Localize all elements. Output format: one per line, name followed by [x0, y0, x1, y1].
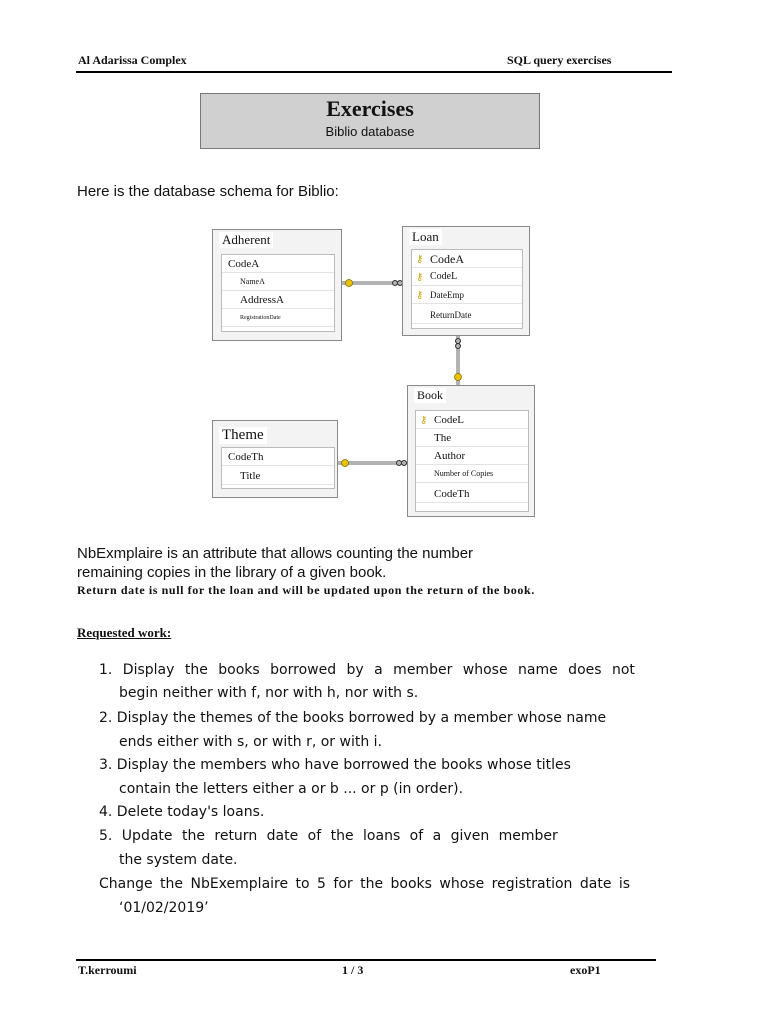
- exercise-4: 4. Delete today's loans.: [99, 804, 265, 820]
- exercise-6-line-2: ‘01/02/2019’: [119, 900, 209, 916]
- table-loan-name: Loan: [409, 229, 442, 245]
- note-line-1: NbExmplaire is an attribute that allows counting the number: [77, 545, 474, 562]
- exercise-6-line-1: Change the NbExemplaire to 5 for the books whose registration date is: [99, 876, 631, 892]
- field-adherent-registrationdate: RegistrationDate: [222, 309, 334, 327]
- field-theme-title: Title: [222, 467, 334, 485]
- page-title: Exercises: [326, 96, 414, 121]
- exercise-1-line-1: 1. Display the books borrowed by a member whose name does not: [99, 662, 635, 678]
- table-adherent: [212, 229, 342, 341]
- field-loan-codel: ⚷ CodeL: [412, 268, 522, 286]
- table-loan: [402, 226, 530, 336]
- header-left: Al Adarissa Complex: [78, 53, 187, 67]
- header-right: SQL query exercises: [507, 53, 612, 67]
- intro-text: Here is the database schema for Biblio:: [77, 183, 339, 200]
- exercise-2-line-2: ends either with s, or with r, or with i.: [119, 734, 382, 750]
- footer-author: T.kerroumi: [78, 963, 137, 977]
- primary-key-icon: ⚷: [416, 272, 424, 283]
- field-book-the: The: [416, 429, 528, 447]
- exercise-2-line-1: 2. Display the themes of the books borrowed by a member whose name: [99, 710, 607, 726]
- primary-key-icon: ⚷: [420, 415, 428, 426]
- field-book-codel: ⚷ CodeL: [416, 411, 528, 429]
- field-loan-dateemp: ⚷ DateEmp: [412, 286, 522, 304]
- primary-key-icon: ⚷: [416, 254, 424, 265]
- exercise-5-line-1: 5. Update the return date of the loans of a given member: [99, 828, 558, 844]
- exercise-3-line-2: contain the letters either a or b ... or p (in order).: [119, 781, 464, 797]
- primary-key-icon: ⚷: [416, 290, 424, 301]
- table-theme: [212, 420, 338, 498]
- field-book-number-of-copies: Number of Copies: [416, 465, 528, 483]
- field-adherent-addressa: AddressA: [222, 291, 334, 309]
- field-theme-codeth: CodeTh: [222, 448, 334, 466]
- footer-page-number: 1 / 3: [342, 963, 364, 977]
- field-book-codeth: CodeTh: [416, 485, 528, 503]
- note-line-3: Return date is null for the loan and will be updated upon the return of the book.: [77, 583, 535, 597]
- field-loan-codea: ⚷ CodeA: [412, 250, 522, 268]
- footer-rule: [76, 959, 656, 961]
- footer-code: exoP1: [570, 963, 601, 977]
- exercise-5-line-2: the system date.: [119, 852, 238, 868]
- field-book-author: Author: [416, 447, 528, 465]
- exercise-1-line-2: begin neither with f, nor with h, nor with s.: [119, 685, 419, 701]
- table-book: [407, 385, 535, 517]
- field-adherent-namea: NameA: [222, 273, 334, 291]
- table-adherent-name: Adherent: [219, 232, 273, 248]
- requested-work-heading: Requested work:: [77, 625, 172, 640]
- field-loan-returndate: ReturnDate: [412, 306, 522, 324]
- table-theme-name: Theme: [219, 427, 267, 444]
- page-subtitle: Biblio database: [325, 124, 415, 139]
- exercise-3-line-1: 3. Display the members who have borrowed the books whose titles: [99, 757, 571, 773]
- table-book-name: Book: [414, 388, 446, 403]
- note-line-2: remaining copies in the library of a given book.: [77, 564, 387, 581]
- field-adherent-codea: CodeA: [222, 255, 334, 273]
